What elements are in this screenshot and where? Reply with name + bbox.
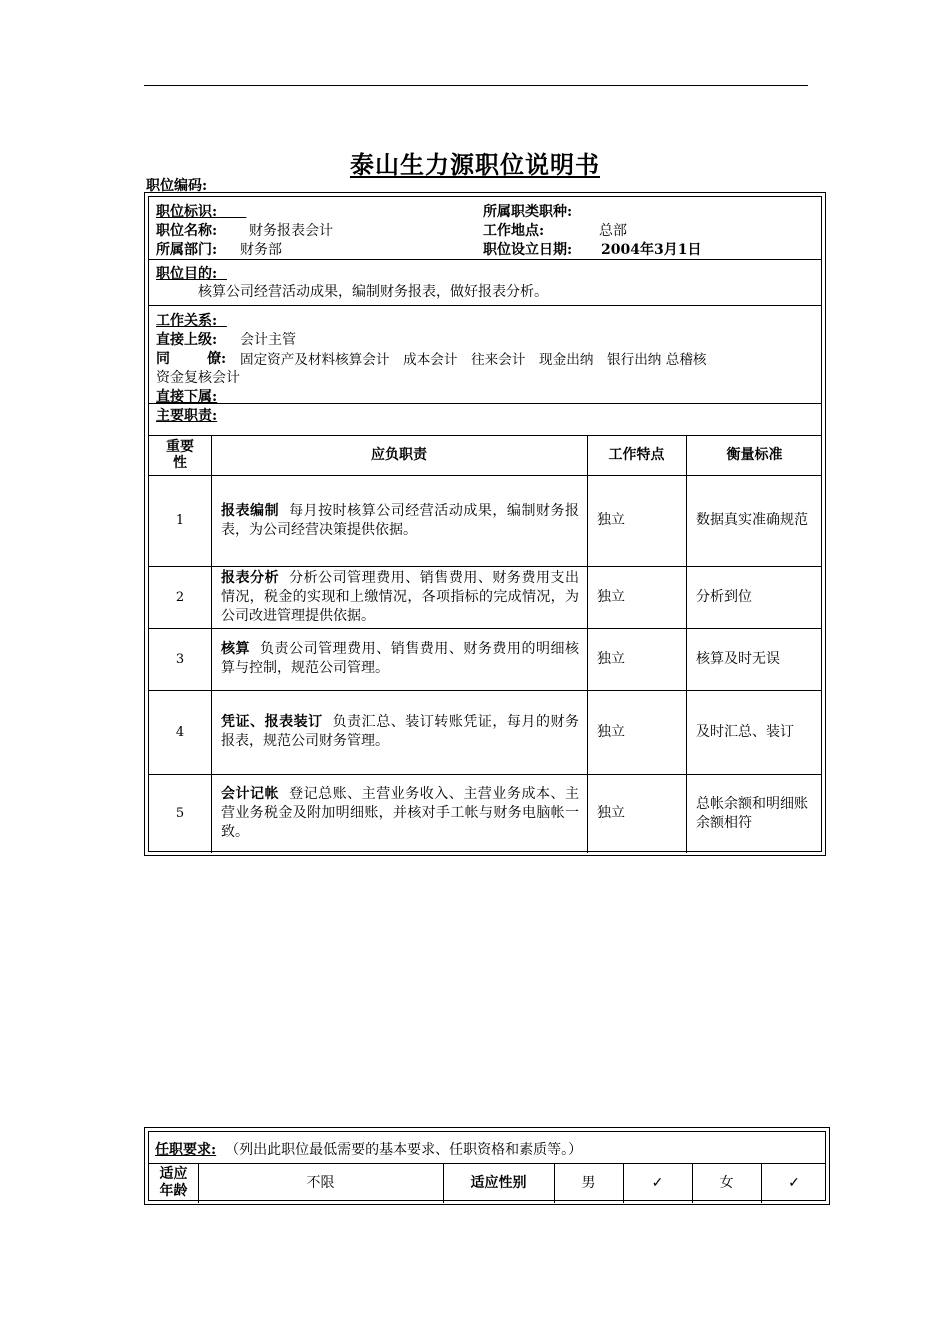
colleague-label-b: 僚: xyxy=(207,351,227,367)
row-5-feature: 独立 xyxy=(597,805,625,821)
requirements-label: 任职要求: xyxy=(155,1142,217,1158)
row-4-standard: 及时汇总、装订 xyxy=(696,723,794,740)
age-label: 适应年龄 xyxy=(159,1166,188,1199)
divider xyxy=(149,403,821,404)
relations-label: 工作关系: xyxy=(156,313,218,329)
age-value: 不限 xyxy=(306,1174,335,1191)
divider xyxy=(149,259,821,260)
colleague-label-a: 同 xyxy=(156,351,170,367)
row-1-duty: 报表编制 每月按时核算公司经营活动成果，编制财务报表，为公司经营决策提供依据。 xyxy=(221,502,580,538)
gender-label: 适应性别 xyxy=(470,1174,527,1191)
setup-date-label: 职位设立日期: xyxy=(483,242,573,258)
position-code-label: 职位编码: xyxy=(146,178,208,194)
duties-label: 主要职责: xyxy=(156,408,218,424)
colleague-value-cont: 资金复核会计 xyxy=(156,370,240,386)
header-standard: 衡量标准 xyxy=(726,446,783,463)
row-3-duty: 核算 负责公司管理费用、销售费用、财务费用的明细核算与控制，规范公司管理。 xyxy=(221,641,580,676)
main-table-inner xyxy=(148,196,822,852)
row-5-standard: 总帐余额和明细账余额相符 xyxy=(696,795,808,831)
superior-label: 直接上级: xyxy=(156,332,218,348)
category-label: 所属职类职种: xyxy=(483,204,573,220)
purpose-text: 核算公司经营活动成果，编制财务报表，做好报表分析。 xyxy=(198,284,548,300)
header-importance: 重要性 xyxy=(166,439,194,471)
department-value: 财务部 xyxy=(240,242,282,258)
header-rule xyxy=(144,85,808,86)
position-name-label: 职位名称: xyxy=(156,223,218,239)
superior-value: 会计主管 xyxy=(240,332,296,348)
row-4-duty: 凭证、报表装订 负责汇总、装订转账凭证，每月的财务报表，规范公司财务管理。 xyxy=(221,714,580,749)
location-label: 工作地点: xyxy=(483,223,545,239)
row-1-standard: 数据真实准确规范 xyxy=(696,512,808,528)
row-2-feature: 独立 xyxy=(597,588,625,605)
row-3-feature: 独立 xyxy=(597,650,625,667)
requirements-table xyxy=(144,1127,830,1205)
row-2-standard: 分析到位 xyxy=(696,588,752,605)
row-3-importance: 3 xyxy=(175,651,185,667)
row-5-importance: 5 xyxy=(175,806,185,821)
row-4-importance: 4 xyxy=(175,724,185,740)
position-id-label: 职位标识: xyxy=(156,204,218,220)
row-2-duty: 报表分析 分析公司管理费用、销售费用、财务费用支出情况，税金的实现和上缴情况，各项指标的完成情况，为公司改进管理提供依据。 xyxy=(221,569,580,624)
gender-female: 女 xyxy=(719,1174,734,1191)
department-label: 所属部门: xyxy=(156,242,218,258)
main-table xyxy=(144,192,826,856)
female-check-icon: ✓ xyxy=(788,1174,800,1191)
header-duty: 应负职责 xyxy=(371,446,427,463)
colleague-value: 固定资产及材料核算会计 成本会计 往来会计 现金出纳 银行出纳 总稽核 xyxy=(240,352,707,368)
row-1-feature: 独立 xyxy=(597,512,625,528)
position-name-value: 财务报表会计 xyxy=(249,223,333,239)
requirements-line xyxy=(155,1139,582,1159)
row-5-duty: 会计记帐 登记总账、主营业务收入、主营业务成本、主营业务税金及附加明细账，并核对手工帐与财务电脑帐一致。 xyxy=(221,786,580,840)
male-check-icon: ✓ xyxy=(651,1174,664,1191)
row-3-standard: 核算及时无误 xyxy=(696,650,780,667)
subordinate-label: 直接下属: xyxy=(156,389,218,405)
row-1-importance: 1 xyxy=(175,513,185,528)
requirements-note: （列出此职位最低需要的基本要求、任职资格和素质等。） xyxy=(225,1142,583,1158)
row-4-feature: 独立 xyxy=(597,723,625,740)
divider xyxy=(149,305,821,306)
purpose-label: 职位目的: xyxy=(156,266,218,282)
header-feature: 工作特点 xyxy=(608,446,665,463)
document-title: 泰山生力源职位说明书 xyxy=(350,150,600,179)
setup-date-value: 2004年3月1日 xyxy=(601,242,702,258)
gender-male: 男 xyxy=(581,1174,596,1191)
location-value: 总部 xyxy=(599,223,627,239)
row-2-importance: 2 xyxy=(175,589,185,605)
requirements-table-inner xyxy=(148,1131,826,1201)
